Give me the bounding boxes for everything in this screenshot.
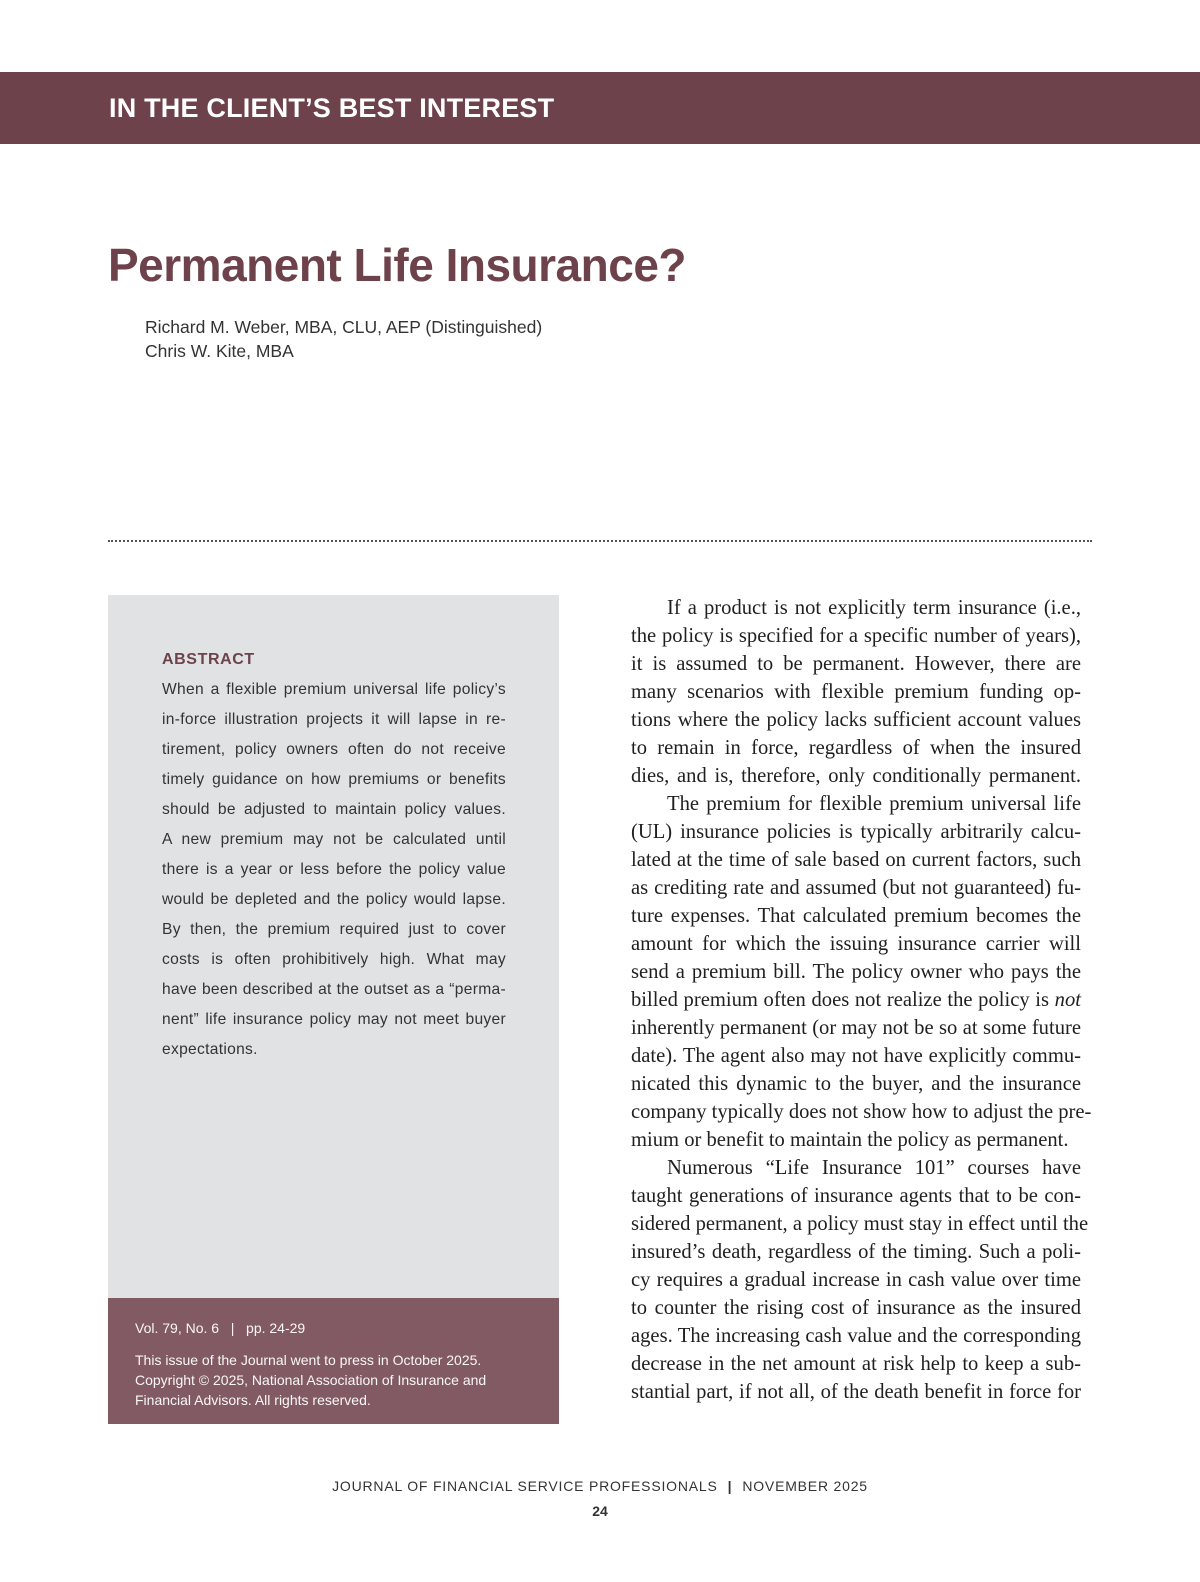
press-note-line: This issue of the Journal went to press in October 2025. [135,1352,482,1368]
body-line: taught generations of insurance agents that to be con- [631,1185,1081,1207]
abstract-heading: ABSTRACT [162,651,255,668]
press-notes [135,1350,486,1410]
abstract-line: nent” life insurance policy may not meet buyer [162,1011,506,1028]
body-line: mium or benefit to maintain the policy as permanent. [631,1129,1069,1151]
abstract-line: A new premium may not be calculated until [162,831,506,848]
body-line: stantial part, if not all, of the death benefit in force for [631,1381,1081,1403]
body-line [631,986,1081,1014]
body-line: ages. The increasing cash value and the corresponding [631,1325,1081,1347]
abstract-line: When a flexible premium universal life policy’s [162,681,506,698]
body-line: insured’s death, regardless of the timing. Such a poli- [631,1241,1081,1263]
page-range: pp. 24-29 [246,1320,306,1336]
body-line: the policy is specified for a specific number of years), [631,625,1081,647]
emphasis-not: not [1054,989,1081,1011]
abstract-line: should be adjusted to maintain policy values. [162,801,506,818]
body-line: The premium for flexible premium universal life [667,793,1081,815]
body-line: company typically does not show how to adjust the pre- [631,1101,1092,1123]
article-title: Permanent Life Insurance? [108,239,686,291]
author-name: Chris W. Kite, MBA [145,341,294,361]
running-footer [0,1478,1200,1494]
abstract-line: tirement, policy owners often do not receive [162,741,506,758]
volume-line [135,1320,305,1336]
article-body [631,594,1092,1406]
body-line: date). The agent also may not have explicitly commu- [631,1045,1081,1067]
body-line: amount for which the issuing insurance carrier will [631,933,1081,955]
footer-separator: | [727,1478,733,1494]
abstract-text [162,675,506,1065]
body-line: inherently permanent (or may not be so at some future [631,1017,1081,1039]
body-line: lated at the time of sale based on current factors, such [631,849,1081,871]
abstract-panel [108,595,559,1298]
body-line: cy requires a gradual increase in cash value over time [631,1269,1081,1291]
journal-name: JOURNAL OF FINANCIAL SERVICE PROFESSIONALS [332,1478,718,1494]
body-line: Numerous “Life Insurance 101” courses have [667,1157,1081,1179]
issue-date: NOVEMBER 2025 [742,1478,868,1494]
body-line: If a product is not explicitly term insurance (i.e., [667,597,1081,619]
body-line: nicated this dynamic to the buyer, and the insurance [631,1073,1081,1095]
author-name: Richard M. Weber, MBA, CLU, AEP (Distinguished) [145,317,543,337]
volume-separator: | [230,1320,235,1336]
body-line: many scenarios with flexible premium funding op- [631,681,1081,703]
press-note-line: Copyright © 2025, National Association of Insurance and [135,1372,487,1388]
body-line: to remain in force, regardless of when the insured [631,737,1081,759]
body-line: tions where the policy lacks sufficient account values [631,709,1081,731]
body-line: dies, and is, therefore, only conditionally permanent. [631,765,1081,787]
abstract-line: in-force illustration projects it will lapse in re- [162,711,506,728]
section-banner [0,72,1200,144]
body-line: ture expenses. That calculated premium becomes the [631,905,1081,927]
abstract-line: costs is often prohibitively high. What may [162,951,506,968]
abstract-line: have been described at the outset as a “perma- [162,981,506,998]
press-note-line: Financial Advisors. All rights reserved. [135,1392,371,1408]
abstract-line: By then, the premium required just to cover [162,921,506,938]
body-line: to counter the rising cost of insurance as the insured [631,1297,1081,1319]
abstract-line: would be depleted and the policy would lapse. [162,891,506,908]
dotted-divider [108,540,1092,542]
page-number: 24 [592,1503,608,1519]
abstract-line: timely guidance on how premiums or benefits [162,771,506,788]
abstract-line: there is a year or less before the policy value [162,861,506,878]
body-line: it is assumed to be permanent. However, there are [631,653,1081,675]
body-line: sidered permanent, a policy must stay in effect until the [631,1213,1089,1235]
body-line-text: billed premium often does not realize the policy is [631,989,1050,1011]
author-list [145,315,542,363]
volume-number: Vol. 79, No. 6 [135,1320,220,1336]
body-line: send a premium bill. The policy owner who pays the [631,961,1081,983]
body-line: as crediting rate and assumed (but not guaranteed) fu- [631,877,1081,899]
issue-info-panel [108,1298,559,1424]
body-line: decrease in the net amount at risk help to keep a sub- [631,1353,1081,1375]
abstract-line: expectations. [162,1041,258,1058]
body-line: (UL) insurance policies is typically arbitrarily calcu- [631,821,1081,843]
section-title: IN THE CLIENT’S BEST INTEREST [109,93,555,123]
